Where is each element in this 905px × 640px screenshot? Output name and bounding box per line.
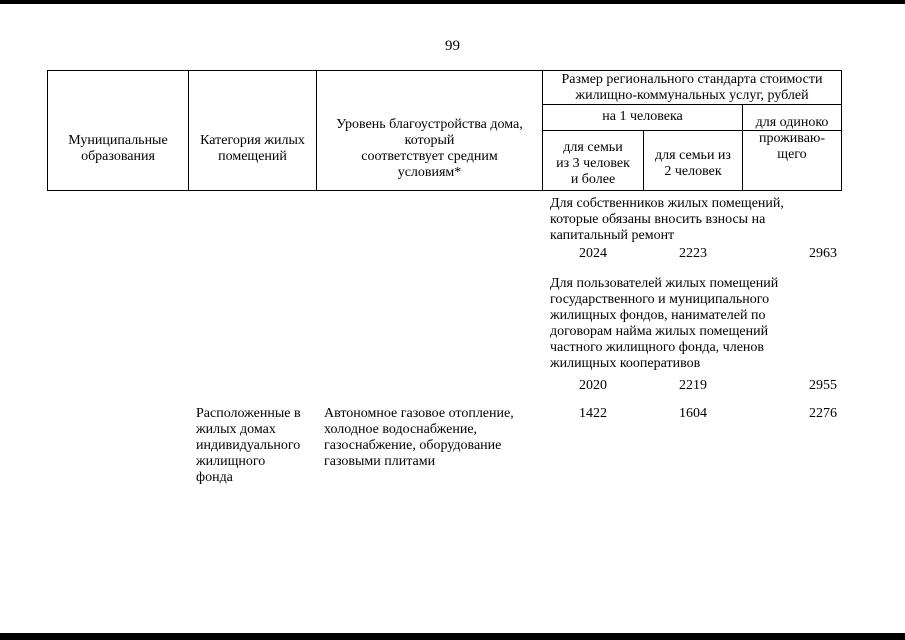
section-note-owners: Для собственников жилых помещений, которые обязаны вносить взносы на капитальный ремонт [550,196,784,243]
header-level: Уровень благоустройства дома, который соответствует средним условиям* [336,117,523,180]
header-size: Размер регионального стандарта стоимости жилищно-коммунальных услуг, рублей [561,72,823,103]
row-level: Автономное газовое отопление, холодное водоснабжение, газоснабжение, оборудование газовыми плитами [324,406,514,469]
row-value-single: 2276 [809,406,837,421]
page-number: 99 [445,38,460,54]
value-users-single: 2955 [809,378,837,393]
header-category: Категория жилых помещений [200,133,305,164]
bottom-border [0,633,905,640]
row-value-family2: 1604 [679,406,707,421]
header-per-person: на 1 человека [602,109,683,124]
top-border [0,0,905,4]
header-single: для одиноко проживаю- щего [755,115,829,162]
header-family2: для семьи из 2 человек [655,148,731,179]
value-owners-family2: 2223 [679,246,707,261]
value-users-family2: 2219 [679,378,707,393]
value-owners-family3: 2024 [579,246,607,261]
value-owners-single: 2963 [809,246,837,261]
header-municipal: Муниципальные образования [68,133,168,164]
row-category: Расположенные в жилых домах индивидуального жилищного фонда [196,406,301,485]
section-note-users: Для пользователей жилых помещений государственного и муниципального жилищных фондов, нанимателей по договорам найма жилых помещений частного жилищного фонда, членов жилищных кооперативов [550,276,779,371]
header-family3: для семьи из 3 человек и более [556,140,630,187]
row-value-family3: 1422 [579,406,607,421]
value-users-family3: 2020 [579,378,607,393]
